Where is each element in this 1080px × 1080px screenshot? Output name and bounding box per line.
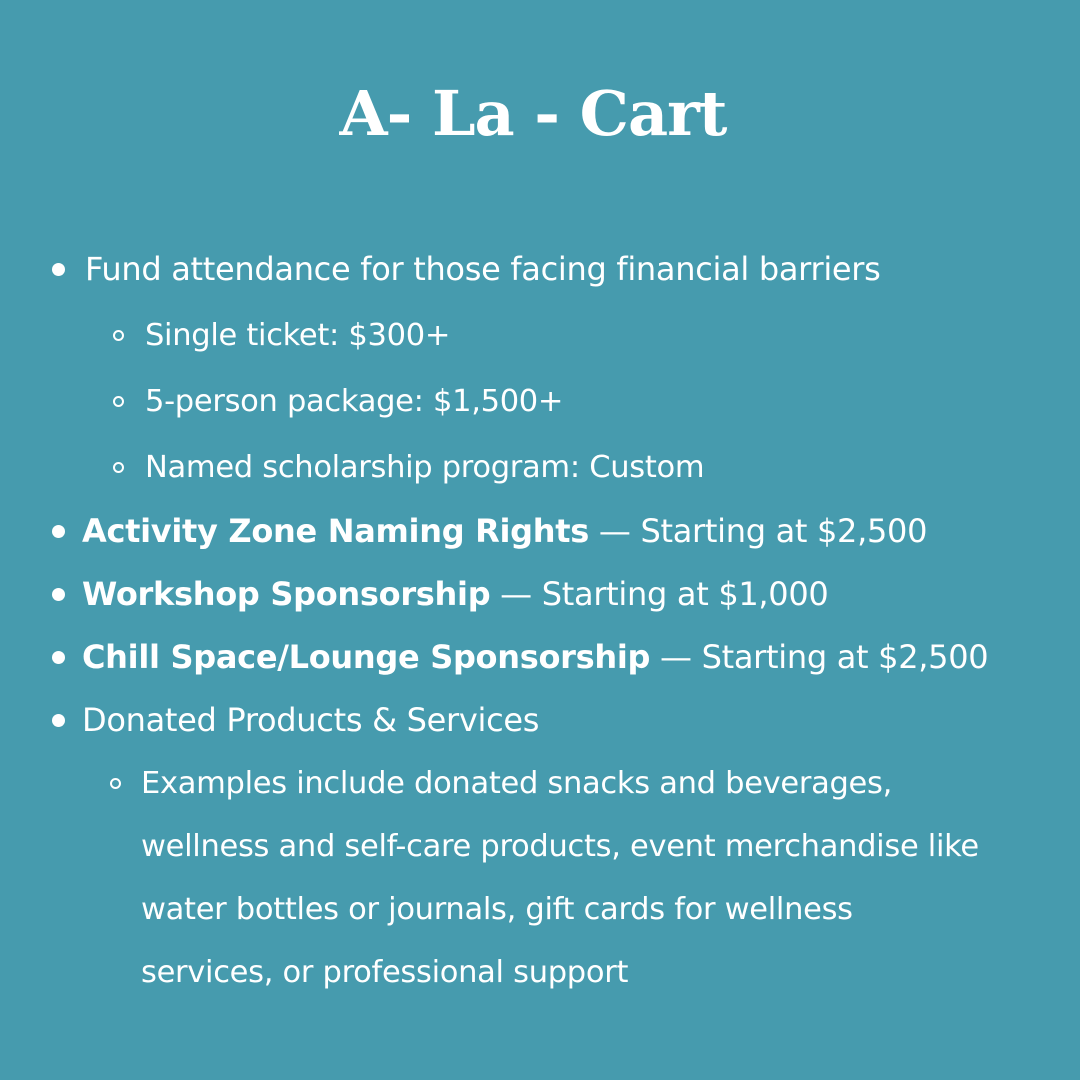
list-item-text bbox=[82, 626, 988, 689]
sub-item-line: water bottles or journals, gift cards for wellness bbox=[141, 892, 853, 927]
bullet-ring-icon bbox=[113, 396, 124, 407]
sub-item-line: Examples include donated snacks and beverages, bbox=[141, 766, 893, 801]
sub-item-line: services, or professional support bbox=[141, 955, 629, 990]
list-item-text bbox=[82, 563, 828, 626]
item-name: Activity Zone Naming Rights bbox=[82, 512, 589, 550]
bullet-ring-icon bbox=[110, 778, 121, 789]
list-item-text: Donated Products & Services bbox=[82, 701, 540, 739]
item-price: — Starting at $1,000 bbox=[490, 575, 829, 613]
bullet-dot-icon bbox=[52, 714, 65, 727]
item-price: — Starting at $2,500 bbox=[650, 638, 989, 676]
item-name: Chill Space/Lounge Sponsorship bbox=[82, 638, 651, 676]
sub-item-text: Single ticket: $300+ bbox=[145, 318, 451, 353]
list-item-text bbox=[82, 500, 927, 563]
page-title: A- La - Cart bbox=[339, 77, 727, 150]
bullet-dot-icon bbox=[52, 651, 65, 664]
list-item-text: Fund attendance for those facing financial barriers bbox=[85, 250, 881, 288]
bullet-dot-icon bbox=[52, 588, 65, 601]
sub-item-text: Named scholarship program: Custom bbox=[145, 450, 705, 485]
bullet-dot-icon bbox=[52, 525, 65, 538]
sub-item-line: wellness and self-care products, event merchandise like bbox=[141, 829, 979, 864]
sub-item-text: 5-person package: $1,500+ bbox=[145, 384, 564, 419]
item-name: Workshop Sponsorship bbox=[82, 575, 491, 613]
bullet-ring-icon bbox=[113, 330, 124, 341]
bullet-dot-icon bbox=[52, 263, 65, 276]
bullet-ring-icon bbox=[113, 462, 124, 473]
item-price: — Starting at $2,500 bbox=[589, 512, 928, 550]
